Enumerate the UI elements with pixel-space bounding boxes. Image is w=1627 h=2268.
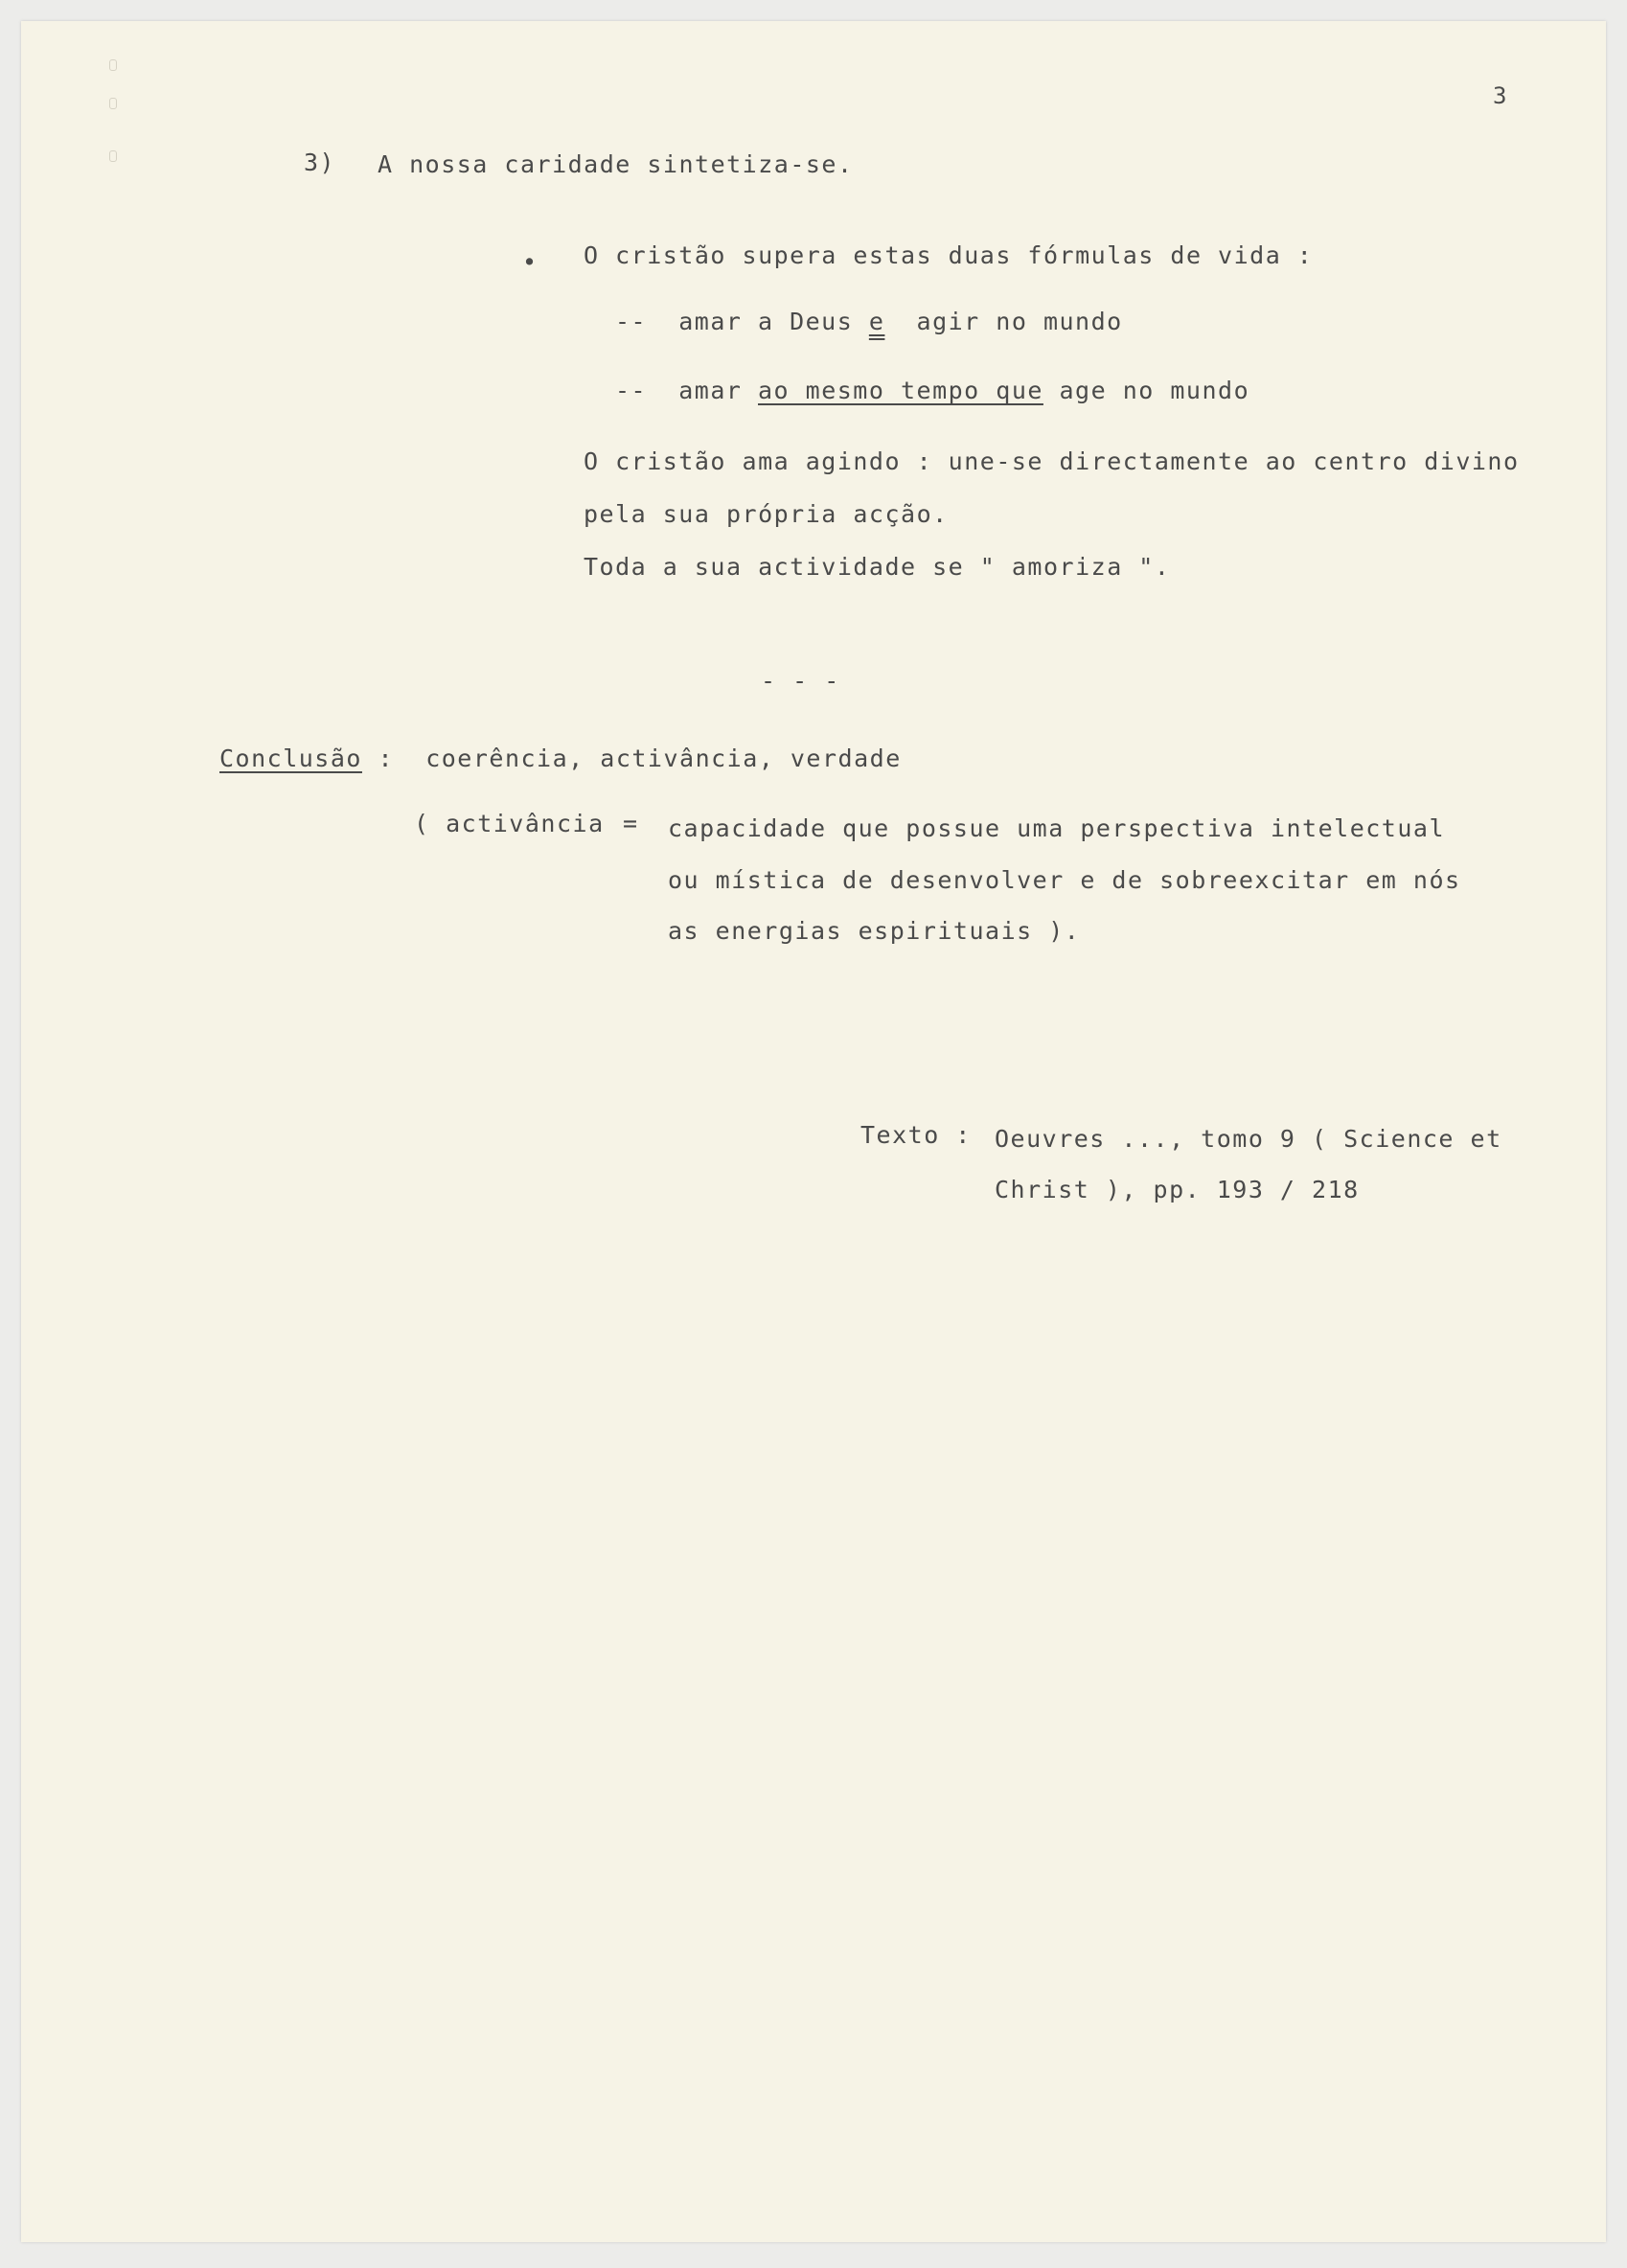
dash2-underlined: ao mesmo tempo que [758,377,1043,404]
document-page [21,21,1606,2242]
source-line-1: Oeuvres ..., tomo 9 ( Science et [995,1125,1502,1153]
definition-term: ( activância [414,810,605,837]
definition-line-1: capacidade que possue uma perspectiva intelectual [668,814,1446,842]
dash1-emphasis: e [868,308,885,335]
paragraph-line-3: Toda a sua actividade se " amoriza ". [584,553,1171,581]
source-line-2: Christ ), pp. 193 / 218 [995,1176,1360,1203]
punch-holes [109,59,117,174]
dash-marker: -- [615,377,648,404]
bullet: • [522,248,539,276]
dash-item-1 [615,308,1123,335]
paragraph-line-1: O cristão ama agindo : une-se directamente ao centro divino [584,447,1520,475]
conclusion-label: Conclusão [219,745,362,772]
definition-line-2: ou mística de desenvolver e de sobreexcitar em nós [668,866,1461,894]
conclusion-colon: : [378,745,395,772]
definition-line-3: as energias espirituais ). [668,917,1081,945]
dash-item-2 [615,377,1249,404]
paragraph-line-2: pela sua própria acção. [584,500,949,528]
separator: - - - [761,667,840,695]
bullet-text: O cristão supera estas duas fórmulas de vida : [584,241,1314,269]
dash1-part-a: amar a Deus [678,308,854,335]
item-title: A nossa caridade sintetiza-se. [378,150,854,178]
page-number: 3 [1493,82,1507,109]
definition-equals: = [623,810,639,837]
source-label: Texto : [860,1121,972,1149]
dash1-part-b: agir no mundo [916,308,1123,335]
conclusion-text: coerência, activância, verdade [425,745,902,772]
dash2-part-b: age no mundo [1059,377,1250,404]
dash2-part-a: amar [678,377,743,404]
conclusion-row [219,745,902,772]
dash-marker: -- [615,308,648,335]
item-number: 3) [304,149,336,176]
